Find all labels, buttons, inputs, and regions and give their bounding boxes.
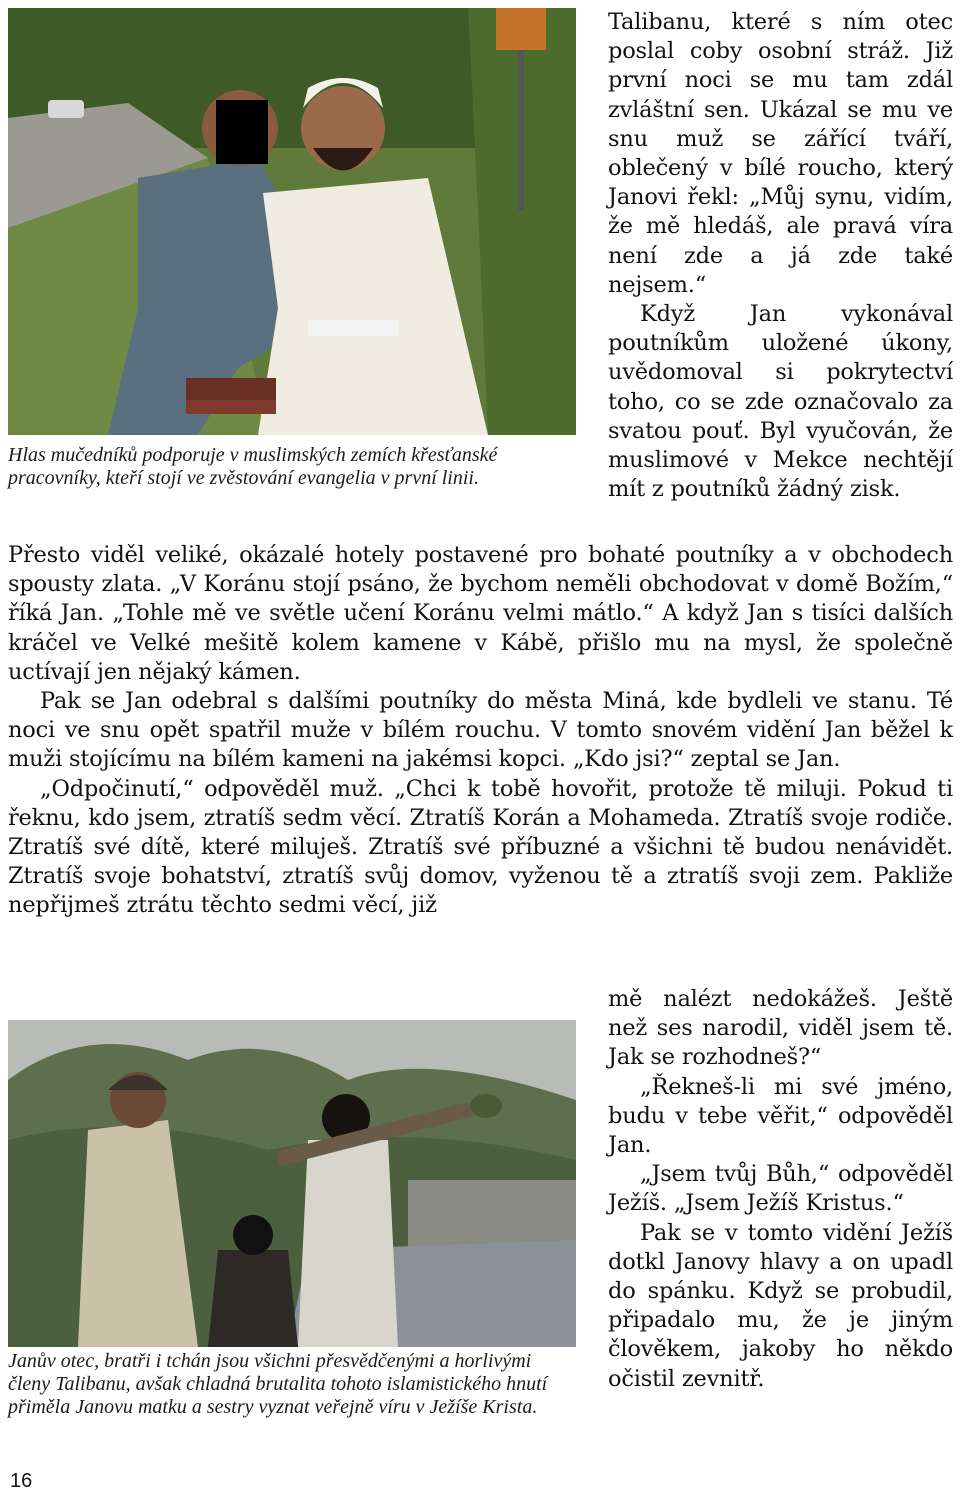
paragraph: Pak se Jan odebral s dalšími poutníky do města Miná, kde bydleli ve stanu. Té noci ve snu opět spatřil muže v bílém rouchu. V tomto snovém vidění Jan běžel k muži stojícímu na bílém kameni na jakémsi kopci. „Kdo jsi?“ zeptal se Jan. — [8, 688, 953, 773]
photo-top-caption: Hlas mučedníků podporuje v muslimských zemích křesťanské pracovníky, kteří stojí ve zvěstování evangelia v první linii. — [8, 444, 498, 489]
text-full-width — [8, 541, 953, 921]
text-column-bottom — [608, 985, 953, 1394]
paragraph: Pak se v tomto vidění Ježíš dotkl Janovy hlavy a on upadl do spánku. Když se probudil, připadalo mu, že je jiným člověkem, jakoby ho někdo očistil zevnitř. — [608, 1219, 953, 1392]
photo-top-image — [8, 8, 576, 435]
paragraph: Když Jan vykonával poutníkům uložené úkony, uvědomoval si pokrytectví toho, co se zde označovalo za svatou pouť. Byl vyučován, že muslimové v Mekce nechtějí mít z poutníků žádný zisk. — [608, 301, 953, 503]
paragraph: mě nalézt nedokážeš. Ještě než ses narodil, viděl jsem tě. Jak se rozhodneš?“ — [608, 986, 953, 1071]
paragraph: Talibanu, které s ním otec poslal coby osobní stráž. Již první noci se mu tam zdál zvláštní sen. Ukázal se mu ve snu muž se zářící tváří, oblečený v bílé roucho, který Janovi řekl: „Můj synu, vidím, že mě hledáš, ale pravá víra není zde a já zde také nejsem.“ — [608, 9, 953, 298]
photo-bottom — [8, 1020, 576, 1347]
photo-bottom-image — [8, 1020, 576, 1347]
paragraph: „Řekneš-li mi své jméno, budu v tebe věřit,“ odpověděl Jan. — [608, 1073, 953, 1159]
photo-top — [8, 8, 576, 435]
text-column-top — [608, 8, 953, 504]
paragraph: „Odpočinutí,“ odpověděl muž. „Chci k tobě hovořit, protože tě miluji. Pokud ti řeknu, kdo jsem, ztratíš sedm věcí. Ztratíš Korán a Mohameda. Ztratíš svoje rodiče. Ztratíš své dítě, které miluješ. Ztratíš své příbuzné a všichni tě budou nenávidět. Ztratíš svoje bohatství, ztratíš svůj domov, vyženou tě a ztratíš svoji zem. Pakliže nepřijmeš ztrátu těchto sedmi věcí, již — [8, 775, 953, 919]
paragraph: Přesto viděl veliké, okázalé hotely postavené pro bohaté poutníky a v obchodech spousty zlata. „V Koránu stojí psáno, že bychom neměli obchodovat v domě Božím,“ říká Jan. „Tohle mě ve světle učení Koránu velmi mátlo.“ A když Jan s tisíci dalších kráčel ve Velké mešitě kolem kamene v Kábě, přišlo mu na mysl, že společně uctívají jen nějaký kámen. — [8, 542, 953, 685]
paragraph: „Jsem tvůj Bůh,“ odpověděl Ježíš. „Jsem Ježíš Kristus.“ — [608, 1161, 953, 1217]
page-number: 16 — [10, 1470, 33, 1492]
photo-bottom-caption: Janův otec, bratři i tchán jsou všichni přesvědčenými a horlivými členy Talibanu, avšak chladná brutalita tohoto islamistického hnutí přiměla Janovu matku a sestry vyznat veřejně víru v Ježíše Krista. — [8, 1350, 548, 1418]
